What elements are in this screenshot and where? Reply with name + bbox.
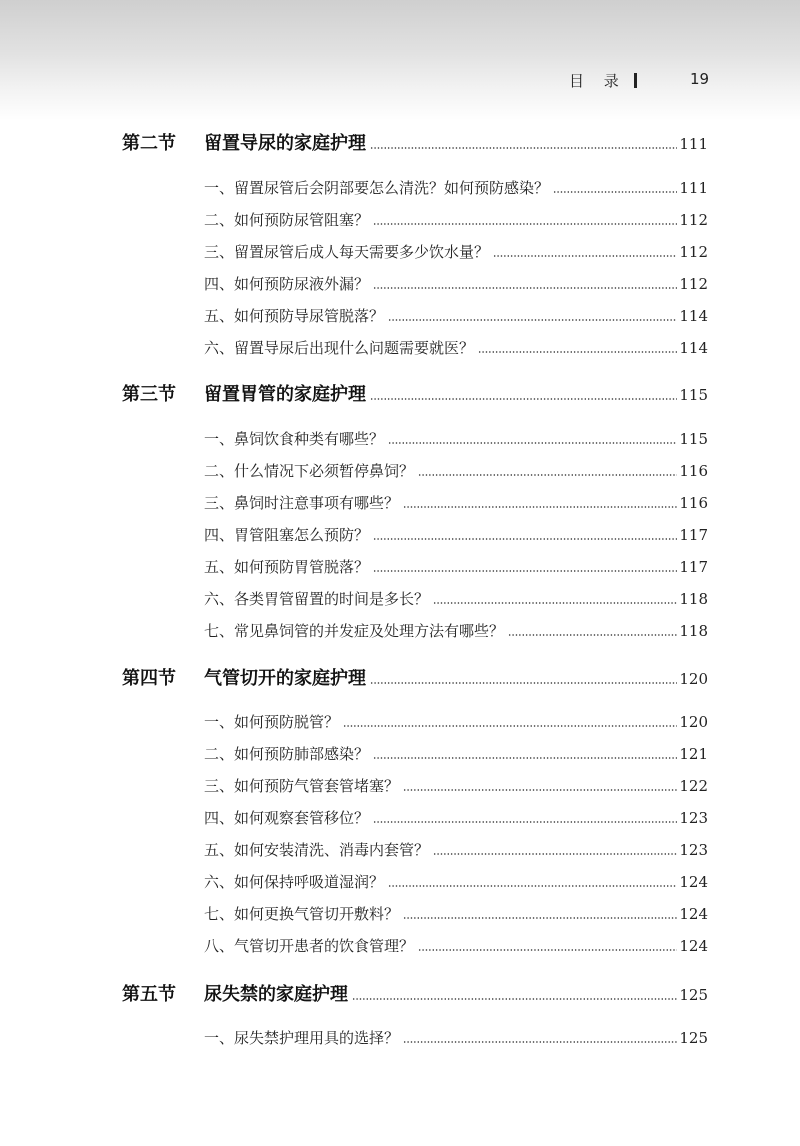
entry-title: 三、如何预防气管套管堵塞？ bbox=[204, 777, 400, 795]
entry-title: 八、气管切开患者的饮食管理？ bbox=[204, 937, 415, 955]
dot-leader bbox=[403, 789, 677, 791]
entry-title: 六、留置导尿后出现什么问题需要就医？ bbox=[204, 339, 475, 357]
entry-title: 七、如何更换气管切开敷料？ bbox=[204, 905, 400, 923]
dot-leader bbox=[508, 634, 677, 636]
entry-page: 112 bbox=[679, 211, 708, 229]
toc-entry[interactable] bbox=[204, 174, 708, 202]
toc-entry[interactable] bbox=[204, 334, 708, 362]
entry-title: 五、如何预防胃管脱落？ bbox=[204, 558, 370, 576]
entry-title: 一、鼻饲饮食种类有哪些？ bbox=[204, 430, 385, 448]
section-page: 115 bbox=[679, 386, 708, 404]
entry-page: 116 bbox=[679, 494, 708, 512]
section-title: 留置胃管的家庭护理 bbox=[204, 384, 366, 405]
toc-entry[interactable] bbox=[204, 708, 708, 736]
toc-section[interactable] bbox=[122, 981, 708, 1009]
dot-leader bbox=[373, 757, 677, 759]
toc-entry[interactable] bbox=[204, 1024, 708, 1052]
entry-page: 124 bbox=[679, 873, 708, 891]
entry-page: 118 bbox=[679, 590, 708, 608]
dot-leader bbox=[388, 885, 677, 887]
entry-page: 123 bbox=[679, 841, 708, 859]
dot-leader bbox=[352, 998, 677, 1000]
entry-page: 125 bbox=[679, 1029, 708, 1047]
toc-entry[interactable] bbox=[204, 425, 708, 453]
dot-leader bbox=[373, 287, 677, 289]
toc-entry[interactable] bbox=[204, 553, 708, 581]
toc-entry[interactable] bbox=[204, 772, 708, 800]
entry-title: 四、如何观察套管移位？ bbox=[204, 809, 370, 827]
toc-entry[interactable] bbox=[204, 206, 708, 234]
toc-entry[interactable] bbox=[204, 489, 708, 517]
dot-leader bbox=[373, 223, 677, 225]
entry-page: 120 bbox=[679, 713, 708, 731]
running-head-title: 目 录 bbox=[569, 72, 619, 90]
entry-page: 114 bbox=[679, 339, 708, 357]
entry-title: 四、胃管阻塞怎么预防？ bbox=[204, 526, 370, 544]
dot-leader bbox=[493, 255, 677, 257]
toc-section[interactable] bbox=[122, 381, 708, 409]
dot-leader bbox=[373, 570, 677, 572]
entry-page: 117 bbox=[679, 558, 708, 576]
toc-entry[interactable] bbox=[204, 804, 708, 832]
section-page: 125 bbox=[679, 986, 708, 1004]
section-label: 第三节 bbox=[122, 384, 176, 405]
entry-title: 四、如何预防尿液外漏？ bbox=[204, 275, 370, 293]
dot-leader bbox=[388, 442, 677, 444]
section-title: 尿失禁的家庭护理 bbox=[204, 984, 348, 1005]
toc-entry[interactable] bbox=[204, 900, 708, 928]
entry-title: 二、什么情况下必须暂停鼻饲？ bbox=[204, 462, 415, 480]
dot-leader bbox=[433, 602, 677, 604]
toc-entry[interactable] bbox=[204, 270, 708, 298]
entry-title: 一、留置尿管后会阴部要怎么清洗？如何预防感染？ bbox=[204, 179, 550, 197]
entry-title: 三、留置尿管后成人每天需要多少饮水量？ bbox=[204, 243, 490, 261]
entry-title: 五、如何安装清洗、消毒内套管？ bbox=[204, 841, 430, 859]
entry-page: 112 bbox=[679, 275, 708, 293]
dot-leader bbox=[553, 191, 677, 193]
dot-leader bbox=[343, 725, 677, 727]
dot-leader bbox=[403, 917, 677, 919]
entry-page: 121 bbox=[679, 745, 708, 763]
toc-section[interactable] bbox=[122, 130, 708, 158]
entry-page: 124 bbox=[679, 905, 708, 923]
toc-entry[interactable] bbox=[204, 302, 708, 330]
entry-page: 124 bbox=[679, 937, 708, 955]
dot-leader bbox=[418, 474, 677, 476]
entry-page: 116 bbox=[679, 462, 708, 480]
entry-page: 118 bbox=[679, 622, 708, 640]
dot-leader bbox=[373, 821, 677, 823]
entry-page: 115 bbox=[679, 430, 708, 448]
dot-leader bbox=[478, 351, 677, 353]
entry-page: 123 bbox=[679, 809, 708, 827]
section-title: 气管切开的家庭护理 bbox=[204, 668, 366, 689]
entry-page: 122 bbox=[679, 777, 708, 795]
entry-page: 117 bbox=[679, 526, 708, 544]
section-label: 第四节 bbox=[122, 668, 176, 689]
running-head-bar bbox=[634, 73, 637, 88]
toc-entry[interactable] bbox=[204, 836, 708, 864]
entry-page: 114 bbox=[679, 307, 708, 325]
dot-leader bbox=[403, 506, 677, 508]
toc-entry[interactable] bbox=[204, 457, 708, 485]
dot-leader bbox=[418, 949, 677, 951]
dot-leader bbox=[403, 1041, 677, 1043]
toc-entry[interactable] bbox=[204, 740, 708, 768]
toc-entry[interactable] bbox=[204, 868, 708, 896]
page-number: 19 bbox=[690, 70, 710, 88]
toc-entry[interactable] bbox=[204, 238, 708, 266]
entry-title: 七、常见鼻饲管的并发症及处理方法有哪些？ bbox=[204, 622, 505, 640]
entry-title: 三、鼻饲时注意事项有哪些？ bbox=[204, 494, 400, 512]
section-label: 第五节 bbox=[122, 984, 176, 1005]
section-page: 111 bbox=[679, 135, 708, 153]
entry-title: 六、如何保持呼吸道湿润？ bbox=[204, 873, 385, 891]
entry-page: 112 bbox=[679, 243, 708, 261]
dot-leader bbox=[370, 398, 677, 400]
entry-title: 二、如何预防肺部感染？ bbox=[204, 745, 370, 763]
section-label: 第二节 bbox=[122, 133, 176, 154]
toc-entry[interactable] bbox=[204, 932, 708, 960]
entry-title: 六、各类胃管留置的时间是多长？ bbox=[204, 590, 430, 608]
entry-page: 111 bbox=[679, 179, 708, 197]
section-page: 120 bbox=[679, 670, 708, 688]
entry-title: 五、如何预防导尿管脱落？ bbox=[204, 307, 385, 325]
entry-title: 一、尿失禁护理用具的选择？ bbox=[204, 1029, 400, 1047]
toc-entry[interactable] bbox=[204, 617, 708, 645]
dot-leader bbox=[373, 538, 677, 540]
dot-leader bbox=[388, 319, 677, 321]
dot-leader bbox=[433, 853, 677, 855]
toc-section[interactable] bbox=[122, 665, 708, 693]
dot-leader bbox=[370, 147, 677, 149]
entry-title: 一、如何预防脱管？ bbox=[204, 713, 340, 731]
header-band bbox=[0, 0, 800, 120]
section-title: 留置导尿的家庭护理 bbox=[204, 133, 366, 154]
running-head bbox=[0, 70, 800, 92]
toc-entry[interactable] bbox=[204, 585, 708, 613]
dot-leader bbox=[370, 682, 677, 684]
entry-title: 二、如何预防尿管阻塞？ bbox=[204, 211, 370, 229]
toc-entry[interactable] bbox=[204, 521, 708, 549]
